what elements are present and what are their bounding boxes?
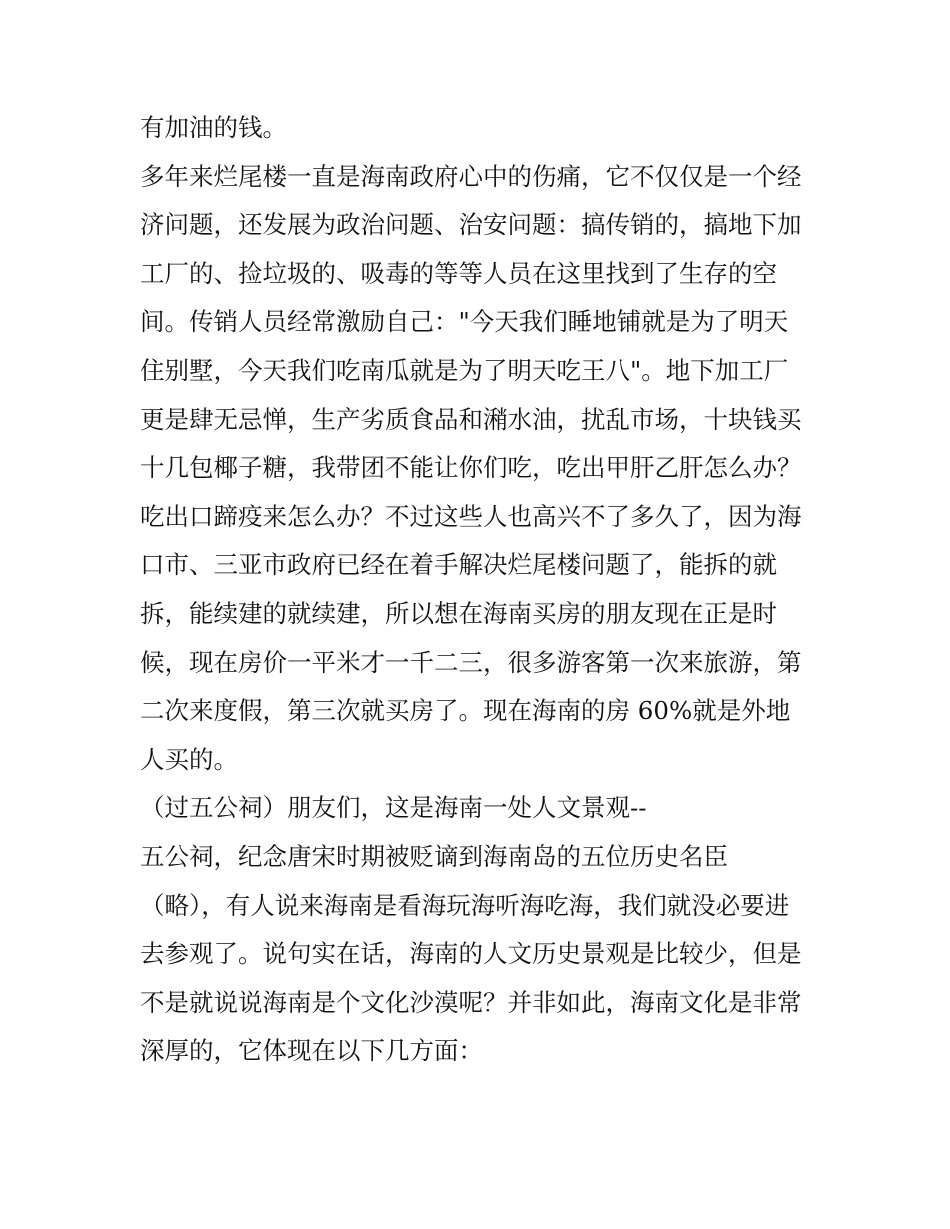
text-line: 有加油的钱。 [140,113,287,142]
text-line: （过五公祠）朋友们，这是海南一处人文景观-- [140,793,647,823]
text-line: 十几包椰子糖，我带团不能让你们吃，吃出甲肝乙肝怎么办？ [140,453,802,483]
text-line: 吃出口蹄疫来怎么办？不过这些人也高兴不了多久了，因为海 [140,501,802,531]
text-line: 不是就说说海南是个文化沙漠呢？并非如此，海南文化是非常 [140,987,802,1017]
text-line: 工厂的、捡垃圾的、吸毒的等等人员在这里找到了生存的空 [140,258,777,288]
text-line: 五公祠，纪念唐宋时期被贬谪到海南岛的五位历史名臣 [140,841,728,871]
text-line: 多年来烂尾楼一直是海南政府心中的伤痛，它不仅仅是一个经 [140,161,802,191]
text-line: 二次来度假，第三次就买房了。现在海南的房 60%就是外地 [140,696,791,726]
text-line: 济问题，还发展为政治问题、治安问题：搞传销的，搞地下加 [140,210,802,240]
text-line: 住别墅，今天我们吃南瓜就是为了明天吃王八"。地下加工厂 [140,355,789,385]
text-line: 去参观了。说句实在话，海南的人文历史景观是比较少，但是 [140,939,802,969]
text-line: 间。传销人员经常激励自己："今天我们睡地铺就是为了明天 [140,307,789,337]
text-line: 拆，能续建的就续建，所以想在海南买房的朋友现在正是时 [140,598,777,628]
text-line: （略），有人说来海南是看海玩海听海吃海，我们就没必要进 [140,890,790,920]
text-line: 候，现在房价一平米才一千二三，很多游客第一次来旅游，第 [140,647,802,677]
text-line: 深厚的，它体现在以下几方面： [140,1036,483,1066]
body-text [140,104,820,1076]
text-line: 更是肆无忌惮，生产劣质食品和潲水油，扰乱市场，十块钱买 [140,404,802,434]
text-line: 人买的。 [140,744,238,774]
text-line: 口市、三亚市政府已经在着手解决烂尾楼问题了，能拆的就 [140,550,777,580]
